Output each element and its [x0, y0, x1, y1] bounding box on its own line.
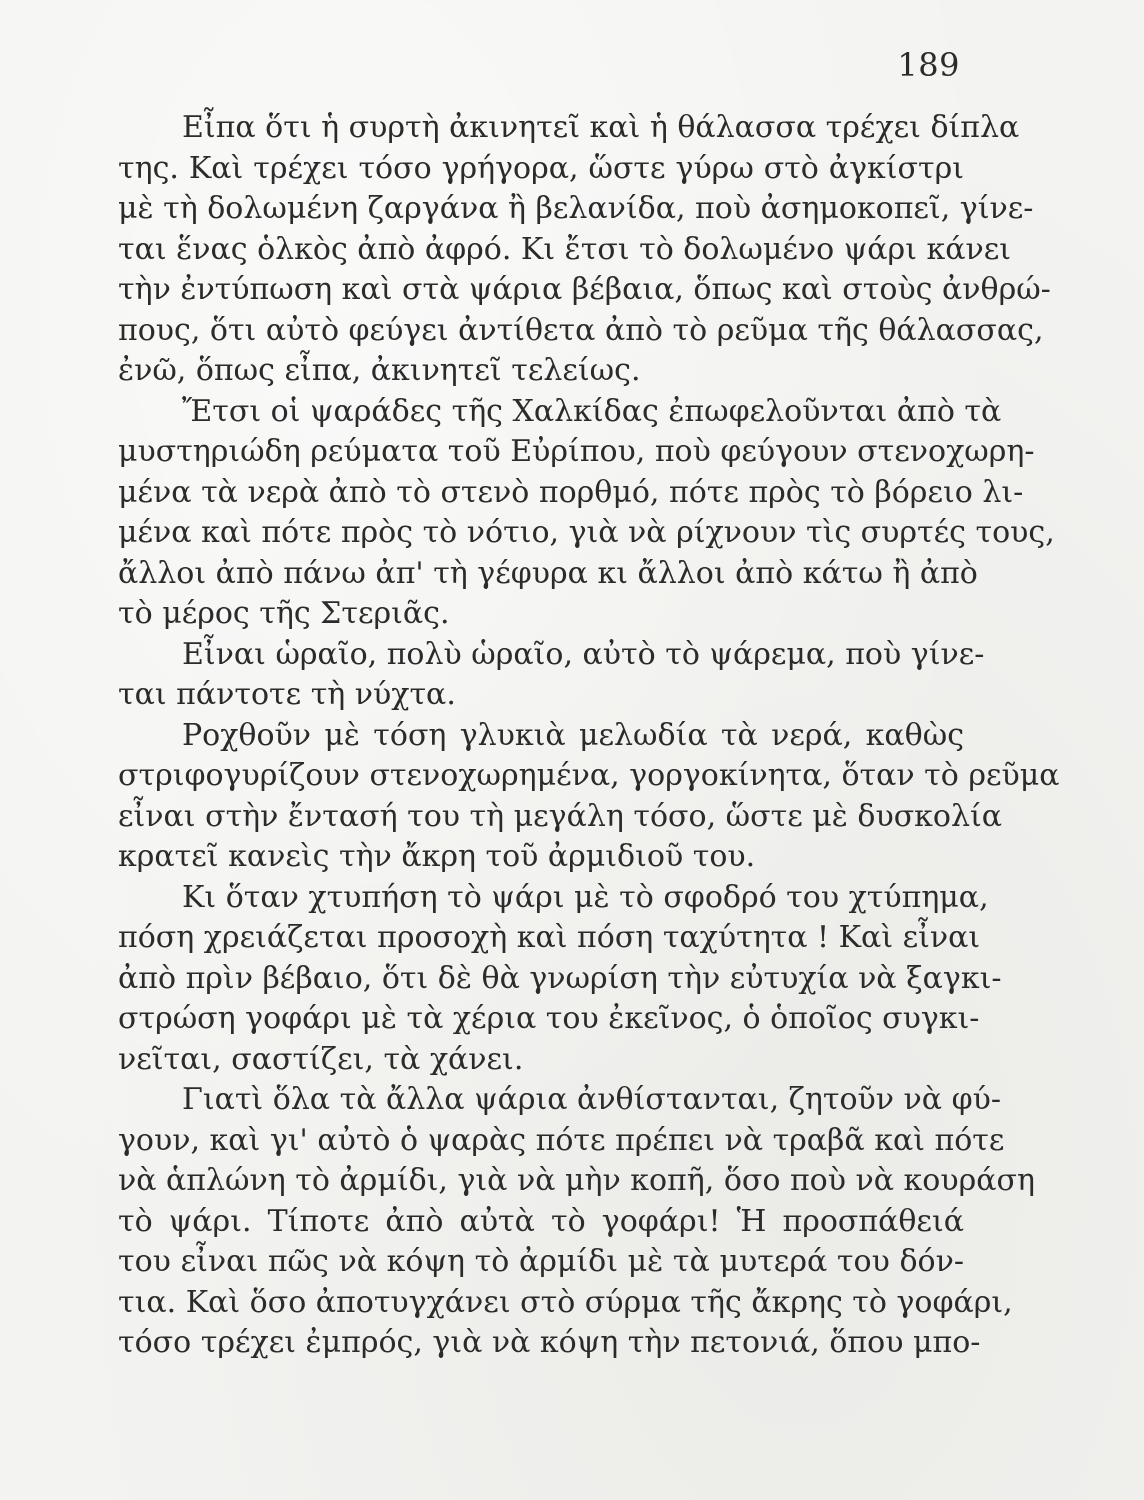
text-line: ἀπὸ πρὶν βέβαιο, ὅτι δὲ θὰ γνωρίση τὴν εὐτυχία νὰ ξαγκι- — [118, 960, 1002, 996]
text-line: Ἔτσι οἱ ψαράδες τῆς Χαλκίδας ἐπωφελοῦνται ἀπὸ τὰ — [182, 393, 1002, 429]
text-line: ται πάντοτε τὴ νύχτα. — [118, 677, 456, 712]
text-line: εἶναι στὴν ἔντασή του τὴ μεγάλη τόσο, ὥστε μὲ δυσκολία — [118, 798, 1003, 834]
text-line: στρώση γοφάρι μὲ τὰ χέρια του ἐκεῖνος, ὁ ὁποῖος συγκι- — [118, 1001, 980, 1036]
text-line: του εἶναι πῶς νὰ κόψη τὸ ἀρμίδι μὲ τὰ μυτερά του δόν- — [118, 1244, 964, 1279]
text-line: της. Καὶ τρέχει τόσο γρήγορα, ὥστε γύρω στὸ ἀγκίστρι — [118, 150, 964, 186]
text-line: μένα τὰ νερὰ ἀπὸ τὸ στενὸ πορθμό, πότε πρὸς τὸ βόρειο λι- — [118, 474, 1024, 510]
text-line: πους, ὅτι αὐτὸ φεύγει ἀντίθετα ἀπὸ τὸ ρεῦμα τῆς θάλασσας, — [118, 312, 1044, 348]
text-line: ἄλλοι ἀπὸ πάνω ἀπ' τὴ γέφυρα κι ἄλλοι ἀπὸ κάτω ἢ ἀπὸ — [118, 555, 978, 591]
text-line: μυστηριώδη ρεύματα τοῦ Εὐρίπου, ποὺ φεύγουν στενοχωρη- — [118, 434, 1035, 469]
text-line: τὸ ψάρι. Τίποτε ἀπὸ αὐτὰ τὸ γοφάρι! Ἡ προσπάθειά — [118, 1203, 964, 1239]
text-line: τὴν ἐντύπωση καὶ στὰ ψάρια βέβαια, ὅπως καὶ στοὺς ἀνθρώ- — [118, 272, 1051, 307]
text-line: Γιατὶ ὅλα τὰ ἄλλα ψάρια ἀνθίστανται, ζητοῦν νὰ φύ- — [182, 1082, 1001, 1117]
text-line: Ροχθοῦν μὲ τόση γλυκιὰ μελωδία τὰ νερά, καθὼς — [182, 717, 964, 753]
text-line: νὰ ἁπλώνη τὸ ἀρμίδι, γιὰ νὰ μὴν κοπῆ, ὅσο ποὺ νὰ κουράση — [118, 1163, 1035, 1198]
body-text — [118, 108, 1060, 1364]
text-line: μένα καὶ πότε πρὸς τὸ νότιο, γιὰ νὰ ρίχνουν τὶς συρτές τους, — [118, 515, 1055, 550]
text-line: στριφογυρίζουν στενοχωρημένα, γοργοκίνητα, ὅταν τὸ ρεῦμα — [118, 758, 1060, 793]
text-line: πόση χρειάζεται προσοχὴ καὶ πόση ταχύτητα ! Καὶ εἶναι — [118, 920, 981, 955]
text-line: Κι ὅταν χτυπήση τὸ ψάρι μὲ τὸ σφοδρό του χτύπημα, — [182, 879, 989, 915]
text-line: γουν, καὶ γι' αὐτὸ ὁ ψαρὰς πότε πρέπει νὰ τραβᾶ καὶ πότε — [118, 1122, 1005, 1158]
text-line: Εἶπα ὅτι ἡ συρτὴ ἀκινητεῖ καὶ ἡ θάλασσα τρέχει δίπλα — [182, 110, 1020, 145]
text-line: Εἶναι ὡραῖο, πολὺ ὡραῖο, αὐτὸ τὸ ψάρεμα, ποὺ γίνε- — [182, 636, 985, 672]
text-line: ται ἕνας ὁλκὸς ἀπὸ ἀφρό. Κι ἔτσι τὸ δολωμένο ψάρι κάνει — [118, 231, 1012, 267]
text-line: τόσο τρέχει ἐμπρός, γιὰ νὰ κόψη τὴν πετονιά, ὅπου μπο- — [118, 1325, 981, 1360]
text-line: ἐνῶ, ὅπως εἶπα, ἀκινητεῖ τελείως. — [118, 353, 641, 388]
text-line: νεῖται, σαστίζει, τὰ χάνει. — [118, 1041, 524, 1077]
page-number: 189 — [897, 46, 960, 84]
text-line: τια. Καὶ ὅσο ἀποτυγχάνει στὸ σύρμα τῆς ἄκρης τὸ γοφάρι, — [118, 1284, 1013, 1320]
text-line: κρατεῖ κανεὶς τὴν ἄκρη τοῦ ἀρμιδιοῦ του. — [118, 839, 756, 874]
text-line: μὲ τὴ δολωμένη ζαργάνα ἢ βελανίδα, ποὺ ἀσημοκοπεῖ, γίνε- — [118, 191, 1034, 226]
text-line: τὸ μέρος τῆς Στεριᾶς. — [118, 596, 450, 631]
